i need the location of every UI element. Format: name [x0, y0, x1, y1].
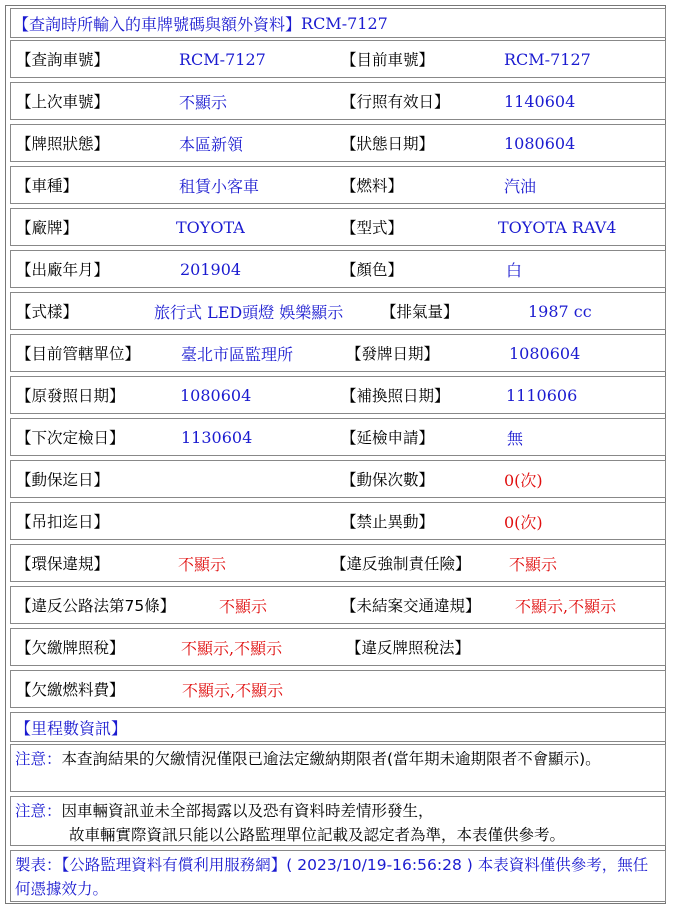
note1-body: 本查詢結果的欠繳情況僅限已逾法定繳納期限者(當年期未逾期限者不會顯示)。: [61, 750, 601, 768]
note2-text: [11, 799, 665, 847]
field-label: 【式樣】: [16, 303, 79, 321]
footer-row: [10, 850, 666, 902]
field-value: 1130604: [181, 427, 253, 447]
field-label: 【目前管轄單位】: [16, 345, 141, 363]
field-label: 【查詢車號】: [16, 51, 110, 69]
field-value: 不顯示: [509, 554, 558, 574]
field-label: 【欠繳牌照稅】: [16, 639, 125, 657]
info-row: [10, 166, 666, 204]
info-row: [10, 40, 666, 78]
field-label: 【顏色】: [341, 261, 404, 279]
field-label: 【延檢申請】: [341, 429, 435, 447]
info-row: [10, 418, 666, 456]
field-value: 不顯示,不顯示: [182, 680, 284, 700]
header-title-text: 【查詢時所輸入的車牌號碼與額外資料】: [13, 14, 302, 34]
note2-line1: 因車輛資訊並未全部揭露以及恐有資料時差情形發生，: [61, 802, 434, 820]
field-value: 201904: [180, 259, 242, 279]
info-row: [10, 586, 666, 624]
info-row: [10, 460, 666, 498]
field-label: 【出廠年月】: [16, 261, 110, 279]
field-label: 【車種】: [16, 177, 79, 195]
field-label: 【環保違規】: [16, 555, 110, 573]
field-value: 臺北市區監理所: [181, 344, 294, 364]
field-value: 0(次): [504, 470, 543, 490]
info-row: [10, 292, 666, 330]
info-row: [10, 502, 666, 540]
note2-row: [10, 796, 666, 846]
field-label: 【欠繳燃料費】: [16, 681, 125, 699]
field-label: 【發牌日期】: [346, 345, 440, 363]
field-value: TOYOTA RAV4: [498, 217, 617, 237]
info-row: [10, 124, 666, 162]
field-value: 0(次): [504, 512, 543, 532]
field-label: 【下次定檢日】: [16, 429, 125, 447]
field-value: 1987 cc: [528, 301, 592, 321]
info-row: [10, 250, 666, 288]
field-value: 不顯示: [178, 554, 227, 574]
field-label: 【型式】: [341, 219, 404, 237]
field-value: 旅行式 LED頭燈 娛樂顯示: [154, 302, 344, 322]
footer-header: 製表：: [15, 856, 62, 874]
note1-row: [10, 744, 666, 792]
footer-text: [11, 853, 665, 901]
footer-timestamp: ( 2023/10/19-16:56:28 ) 本表資料僅供參考，無任何憑據效力。: [15, 856, 649, 898]
info-row: [10, 544, 666, 582]
field-label: 【原發照日期】: [16, 387, 125, 405]
note1-header: 注意：: [15, 750, 62, 768]
header-title: [13, 9, 388, 37]
mileage-row: [10, 712, 666, 742]
field-label: 【狀態日期】: [341, 135, 435, 153]
info-row: [10, 334, 666, 372]
field-value: 1080604: [504, 133, 576, 153]
field-value: RCM-7127: [504, 49, 591, 69]
field-label: 【違反公路法第75條】: [16, 597, 176, 615]
field-value: 不顯示: [219, 596, 268, 616]
field-value: RCM-7127: [179, 49, 266, 69]
note2-line2: 故車輛實際資訊只能以公路監理單位記載及認定者為準，本表僅供參考。: [69, 826, 566, 844]
field-value: TOYOTA: [176, 217, 245, 237]
footer-service: 【公路監理資料有償利用服務網】: [61, 856, 287, 874]
field-label: 【禁止異動】: [341, 513, 435, 531]
note1-text: [11, 747, 665, 771]
header-plate: RCM-7127: [301, 13, 388, 33]
field-value: 白: [506, 260, 523, 280]
field-value: 汽油: [504, 176, 537, 196]
field-label: 【吊扣迄日】: [16, 513, 110, 531]
mileage-title: 【里程數資訊】: [15, 718, 128, 738]
field-value: 不顯示: [179, 92, 228, 112]
field-label: 【動保次數】: [341, 471, 435, 489]
field-value: 1080604: [180, 385, 252, 405]
field-value: 1110606: [506, 385, 578, 405]
field-value: 無: [507, 428, 524, 448]
field-value: 1140604: [504, 91, 576, 111]
field-label: 【牌照狀態】: [16, 135, 110, 153]
field-label: 【違反牌照稅法】: [346, 639, 471, 657]
note2-header: 注意：: [15, 802, 62, 820]
field-label: 【目前車號】: [341, 51, 435, 69]
info-row: [10, 628, 666, 666]
field-label: 【排氣量】: [381, 303, 459, 321]
info-row: [10, 208, 666, 246]
info-row: [10, 82, 666, 120]
field-label: 【行照有效日】: [341, 93, 450, 111]
field-value: 租賃小客車: [179, 176, 260, 196]
info-row: [10, 376, 666, 414]
field-label: 【未結案交通違規】: [341, 597, 481, 615]
field-value: 1080604: [509, 343, 581, 363]
field-value: 不顯示,不顯示: [515, 596, 617, 616]
field-label: 【補換照日期】: [341, 387, 450, 405]
header-row: [10, 8, 666, 38]
field-label: 【違反強制責任險】: [331, 555, 471, 573]
field-label: 【燃料】: [341, 177, 404, 195]
info-row: [10, 670, 666, 708]
field-label: 【動保迄日】: [16, 471, 110, 489]
field-value: 本區新領: [179, 134, 244, 154]
field-label: 【廠牌】: [16, 219, 79, 237]
field-value: 不顯示,不顯示: [181, 638, 283, 658]
field-label: 【上次車號】: [16, 93, 110, 111]
